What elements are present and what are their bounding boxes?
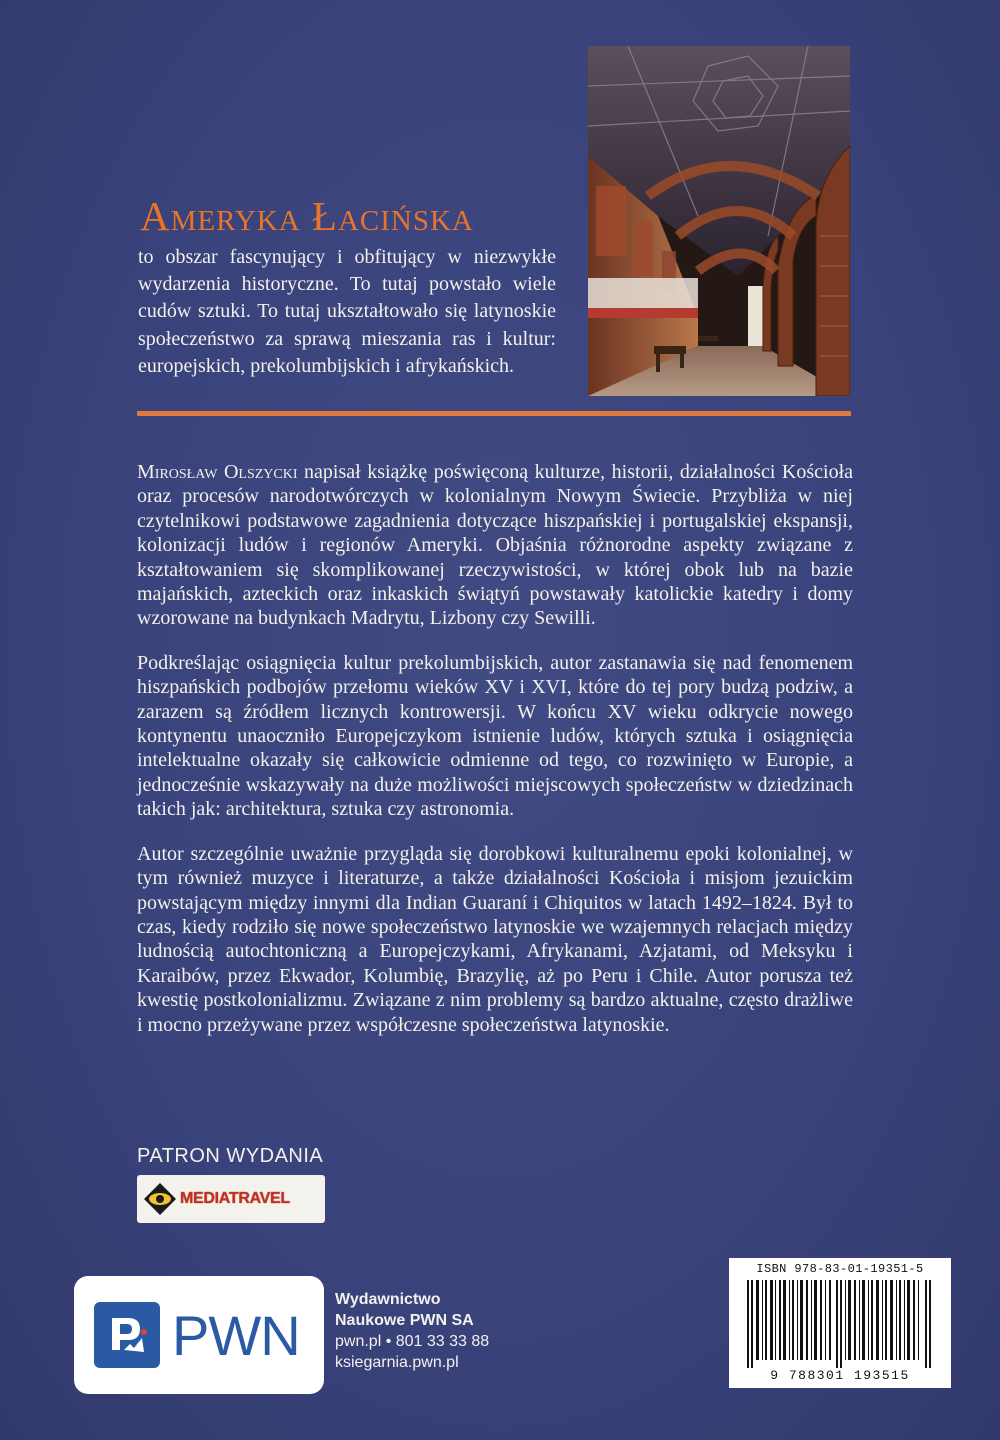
paragraph-2: Podkreślając osiągnięcia kultur prekolumbijskich, autor zastanawia się nad fenomenem hiszpańskich podbojów przełomu wieków XV i XVI, które do tej pory budzą podziw, a zarazem są źródłem licznych kontrowersji. W końcu XV wieku odkrycie nowego kontynentu unaoczniło Europejczykom istnienie ludów, których sztuka i osiągnięcia intelektualne okazały się całkowicie odmienne od tego, co rozwinięto w Europie, a jednocześnie wskazywały na duże możliwości miejscowych społeczeństw w dziedzinach takich jak: architektura, sztuka czy astronomia. <box>137 651 853 821</box>
mediatravel-logo <box>137 1175 325 1223</box>
paragraph-1 <box>137 460 853 631</box>
intro-text: to obszar fascynujący i obfitujący w niezwykłe wydarzenia historyczne. To tutaj powstało wiele cudów sztuki. To tutaj ukształtowało się latynoskie społeczeństwo za sprawą mieszania ras i kultur: europejskich, prekolumbijskich i afrykańskich. <box>138 246 556 377</box>
isbn-label: ISBN 978-83-01-19351-5 <box>756 1262 924 1276</box>
pwn-emblem-icon <box>94 1302 160 1368</box>
paragraph-3: Autor szczególnie uważnie przygląda się dorobkowi kulturalnemu epoki kolonialnej, w tym również muzyce i literaturze, a także działalności Kościoła i misjom jezuickim powstającym między innymi dla Indian Guaraní i Chiquitos w latach 1492–1824. Był to czas, kiedy rodziło się nowe społeczeństwo latynoskie we wzajemnych relacjach między ludnością autochtoniczną a Europejczykami, Afrykanami, Azjatami, od Meksyku i Karaibów, przez Ekwador, Kolumbię, Brazylię, aż po Peru i Chile. Autor porusza też kwestię postkolonializmu. Związane z nim problemy są bardzo aktualne, często drażliwe i mocno przeżywane przez współczesne społeczeństwa latynoskie. <box>137 842 853 1036</box>
mediatravel-brand: MEDIATRAVEL <box>180 1190 290 1207</box>
publisher-shop: ksiegarnia.pwn.pl <box>335 1354 459 1371</box>
publisher-contact: pwn.pl • 801 33 33 88 <box>335 1333 490 1350</box>
eye-icon <box>143 1182 177 1216</box>
pwn-wordmark: PWN <box>172 1303 300 1367</box>
publisher-line-2: Naukowe PWN SA <box>335 1312 474 1329</box>
publisher-line-1: Wydawnictwo <box>335 1291 441 1308</box>
author-name: Mirosław Olszycki <box>137 461 298 483</box>
cover-photo <box>588 46 850 396</box>
isbn-barcode <box>729 1258 951 1388</box>
orange-divider <box>137 411 851 416</box>
description-block <box>137 460 853 1057</box>
barcode-bars <box>741 1280 939 1368</box>
pwn-badge-icon <box>94 1302 160 1368</box>
publisher-info <box>335 1289 489 1373</box>
paragraph-1-text: napisał książkę poświęconą kulturze, historii, działalności Kościoła oraz procesów narodotwórczych w kolonialnym Nowym Świecie. Przybliża w niej czytelnikowi podstawowe zagadnienia dotyczące hiszpańskiej i portugalskiej ekspansji, kolonizacji ludów i regionów Ameryki. Objaśnia różnorodne aspekty związane z kształtowaniem się skomplikowanej rzeczywistości, w której obok lub na bazie majańskich, azteckich oraz inkaskich świątyń powstawały katolickie katedry i domy wzorowane na budynkach Madrytu, Lizbony czy Sewilli. <box>137 461 853 630</box>
cloister-illustration <box>588 46 850 396</box>
pwn-logo <box>74 1276 324 1394</box>
barcode-digits: 9 788301 193515 <box>770 1368 910 1383</box>
patron-label: PATRON WYDANIA <box>137 1145 324 1167</box>
cover-title: Ameryka Łacińska <box>140 193 474 239</box>
